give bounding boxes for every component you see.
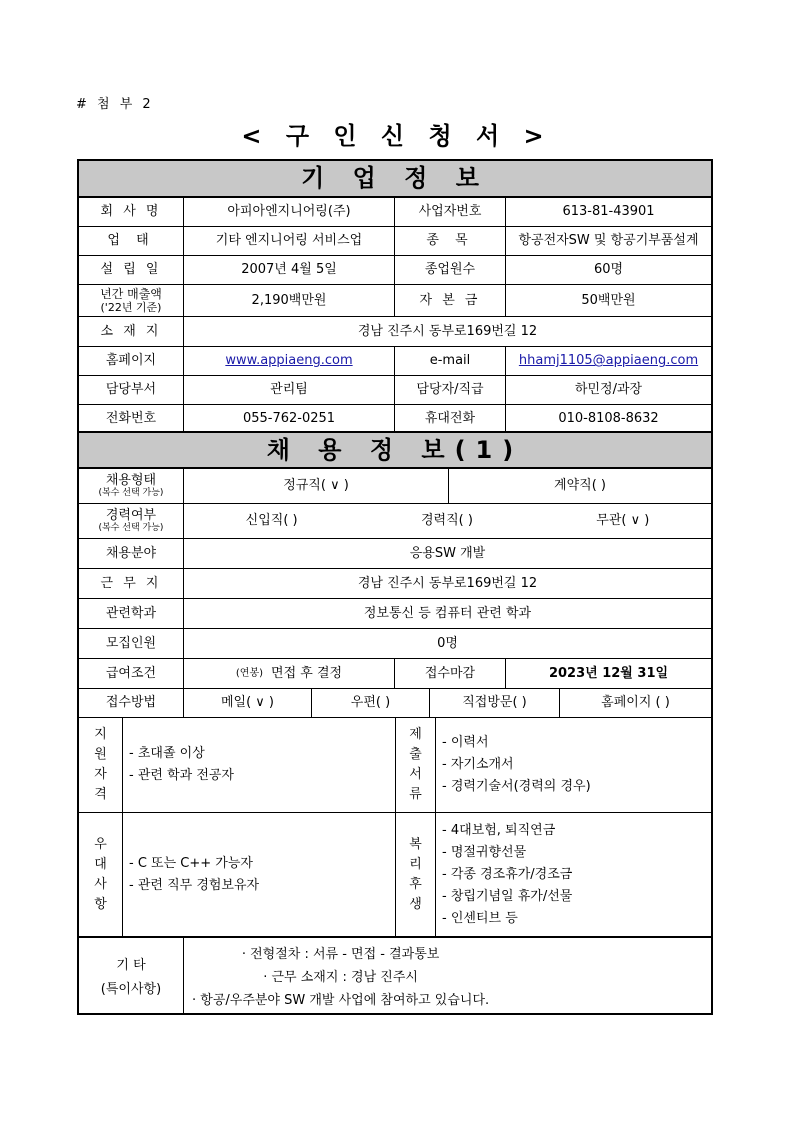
manager: 하민정/과장: [574, 382, 643, 398]
sales-label: 년간 매출액: [100, 286, 162, 301]
business-type-label: 종 목: [395, 227, 506, 255]
bizno-label: 사업자번호: [395, 198, 506, 226]
email-link[interactable]: hhamj1105@appiaeng.com: [518, 353, 699, 369]
company-name: 아피아엔지니어링(주): [184, 198, 395, 226]
etc-item: · 전형절차 : 서류 - 면접 - 결과통보: [241, 947, 440, 962]
recruit-section-header: [79, 431, 711, 469]
career-label-sub: (복수 선택 가능): [98, 523, 164, 534]
founded-label: 설 립 일: [79, 256, 184, 284]
employees: 60명: [593, 262, 624, 278]
preference-label-char: 우: [94, 836, 107, 852]
field: 응용SW 개발: [409, 545, 486, 561]
form-label-sub: (복수 선택 가능): [98, 488, 164, 499]
welfare-item: - 4대보험, 퇴직연금: [442, 822, 556, 838]
homepage-label: 홈페이지: [79, 347, 184, 375]
preference-label-char: 사: [94, 876, 107, 892]
salary-label: 급여조건: [79, 659, 184, 688]
preference-item: - C 또는 C++ 가능자: [129, 855, 253, 871]
salary-sub: (연봉): [235, 667, 264, 679]
employees-label: 종업원수: [395, 256, 506, 284]
preference-label-char: 항: [94, 896, 107, 912]
qualification-label: [79, 718, 123, 812]
sales-label-sub: ('22년 기준): [100, 301, 162, 315]
career-label: 경력여부: [105, 507, 157, 523]
qualification-item: - 초대졸 이상: [129, 746, 205, 761]
company-section-header: [79, 161, 711, 198]
homepage-link[interactable]: www.appiaeng.com: [225, 353, 353, 369]
deadline-label: 접수마감: [395, 659, 506, 688]
company-row-phone: [79, 405, 711, 433]
method-post: 우편( ): [312, 689, 430, 717]
document-item: - 경력기술서(경력의 경우): [442, 779, 591, 794]
method-mail: 메일( ∨ ): [184, 689, 312, 717]
annual-sales: 2,190백만원: [184, 285, 395, 316]
mobile-label: 휴대전화: [395, 405, 506, 433]
field-label: 채용분야: [79, 539, 184, 568]
recruit-row-etc: [79, 937, 711, 1015]
qualification-list: [123, 718, 396, 812]
company-address: 경남 진주시 동부로169번길 12: [357, 323, 538, 339]
etc-label-cell: [79, 938, 184, 1015]
manager-label: 담당자/직급: [395, 376, 506, 404]
company-row-founded: [79, 256, 711, 285]
workplace-label: 근 무 지: [79, 569, 184, 598]
headcount: 0명: [437, 635, 458, 651]
welfare-item: - 창립기념일 휴가/선물: [442, 888, 573, 904]
major: 정보통신 등 컴퓨터 관련 학과: [363, 605, 532, 621]
company-row-web: [79, 347, 711, 376]
recruit-row-preferences: [79, 813, 711, 937]
documents-label-char: 제: [409, 727, 422, 742]
welfare-label-char: 복: [409, 836, 422, 852]
recruit-row-qualifications: [79, 718, 711, 813]
preference-item: - 관련 직무 경험보유자: [129, 877, 260, 893]
form-label-cell: [79, 469, 184, 503]
documents-label: [396, 718, 436, 812]
documents-label-char: 서: [409, 767, 422, 782]
phone-label: 전화번호: [79, 405, 184, 433]
industry-label: 업 태: [79, 227, 184, 255]
welfare-item: - 명절귀향선물: [442, 844, 527, 860]
etc-label: 기 타: [116, 957, 146, 973]
recruit-row-headcount: [79, 629, 711, 659]
founded-date: 2007년 4월 5일: [184, 256, 395, 284]
recruit-section-title: 채 용 정 보(1): [266, 435, 524, 464]
salary: 면접 후 결정: [271, 665, 343, 681]
workplace: 경남 진주시 동부로169번길 12: [357, 575, 538, 591]
recruit-row-workplace: [79, 569, 711, 599]
address-label: 소 재 지: [79, 317, 184, 346]
welfare-label-char: 후: [409, 876, 422, 892]
application-form: [77, 159, 713, 1015]
sales-label-cell: [79, 285, 184, 316]
business-type: 항공전자SW 및 항공기부품설계: [518, 233, 699, 249]
dept-label: 담당부서: [79, 376, 184, 404]
capital-label: 자 본 금: [395, 285, 506, 316]
welfare-label-char: 리: [409, 856, 422, 872]
preference-label: [79, 813, 123, 936]
email-label: e-mail: [395, 347, 506, 375]
career-option-any: 무관( ∨ ): [596, 513, 650, 529]
major-label: 관련학과: [79, 599, 184, 628]
company-name-label: 회 사 명: [79, 198, 184, 226]
welfare-label: [396, 813, 436, 936]
etc-list: [184, 938, 711, 1015]
preference-list: [123, 813, 396, 936]
recruit-row-field: [79, 539, 711, 569]
form-label: 채용형태: [105, 472, 157, 488]
recruit-row-method: [79, 689, 711, 718]
email-cell: [506, 347, 711, 375]
qualification-item: - 관련 학과 전공자: [129, 768, 234, 783]
career-option-new: 신입직( ): [245, 513, 298, 529]
phone: 055-762-0251: [184, 405, 395, 433]
welfare-label-char: 생: [409, 896, 422, 912]
company-row-contact: [79, 376, 711, 405]
etc-item: · 근무 소재지 : 경남 진주시: [263, 970, 418, 985]
method-homepage: 홈페이지 ( ): [601, 695, 670, 711]
document-item: - 이력서: [442, 735, 489, 750]
industry: 기타 엔지니어링 서비스업: [184, 227, 395, 255]
method-label: 접수방법: [79, 689, 184, 717]
headcount-label: 모집인원: [79, 629, 184, 658]
documents-label-char: 출: [409, 747, 422, 762]
mobile: 010-8108-8632: [558, 411, 659, 427]
etc-item: · 항공/우주분야 SW 개발 사업에 참여하고 있습니다.: [192, 993, 490, 1008]
company-row-sales: [79, 285, 711, 317]
documents-label-char: 류: [409, 787, 422, 802]
form-option-contract: 계약직( ): [554, 478, 606, 494]
welfare-item: - 각종 경조휴가/경조금: [442, 866, 573, 882]
attachment-label: # 첨 부 2: [76, 97, 154, 112]
qualification-label-char: 격: [94, 787, 107, 802]
career-option-experienced: 경력직( ): [420, 513, 473, 529]
recruit-row-form: [79, 469, 711, 504]
preference-label-char: 대: [94, 856, 107, 872]
salary-cell: [184, 659, 395, 688]
company-row-industry: [79, 227, 711, 256]
career-options: [184, 504, 711, 538]
welfare-list: [436, 813, 711, 936]
homepage-cell: [184, 347, 395, 375]
qualification-label-char: 지: [94, 727, 107, 742]
company-row-name: [79, 198, 711, 227]
method-visit: 직접방문( ): [430, 689, 560, 717]
company-row-address: [79, 317, 711, 347]
recruit-row-career: [79, 504, 711, 539]
career-label-cell: [79, 504, 184, 538]
bizno: 613-81-43901: [562, 204, 655, 220]
documents-list: [436, 718, 711, 812]
dept: 관리팀: [184, 376, 395, 404]
recruit-row-major: [79, 599, 711, 629]
capital: 50백만원: [581, 292, 636, 308]
document-item: - 자기소개서: [442, 757, 514, 772]
qualification-label-char: 원: [94, 747, 107, 762]
company-section-title: 기 업 정 보: [301, 164, 489, 193]
etc-label-sub: (특이사항): [100, 981, 162, 997]
document-title: < 구 인 신 청 서 >: [241, 122, 552, 150]
welfare-item: - 인센티브 등: [442, 910, 518, 926]
qualification-label-char: 자: [94, 767, 107, 782]
form-option-regular: 정규직( ∨ ): [184, 469, 449, 503]
deadline: 2023년 12월 31일: [548, 665, 669, 681]
recruit-row-salary: [79, 659, 711, 689]
